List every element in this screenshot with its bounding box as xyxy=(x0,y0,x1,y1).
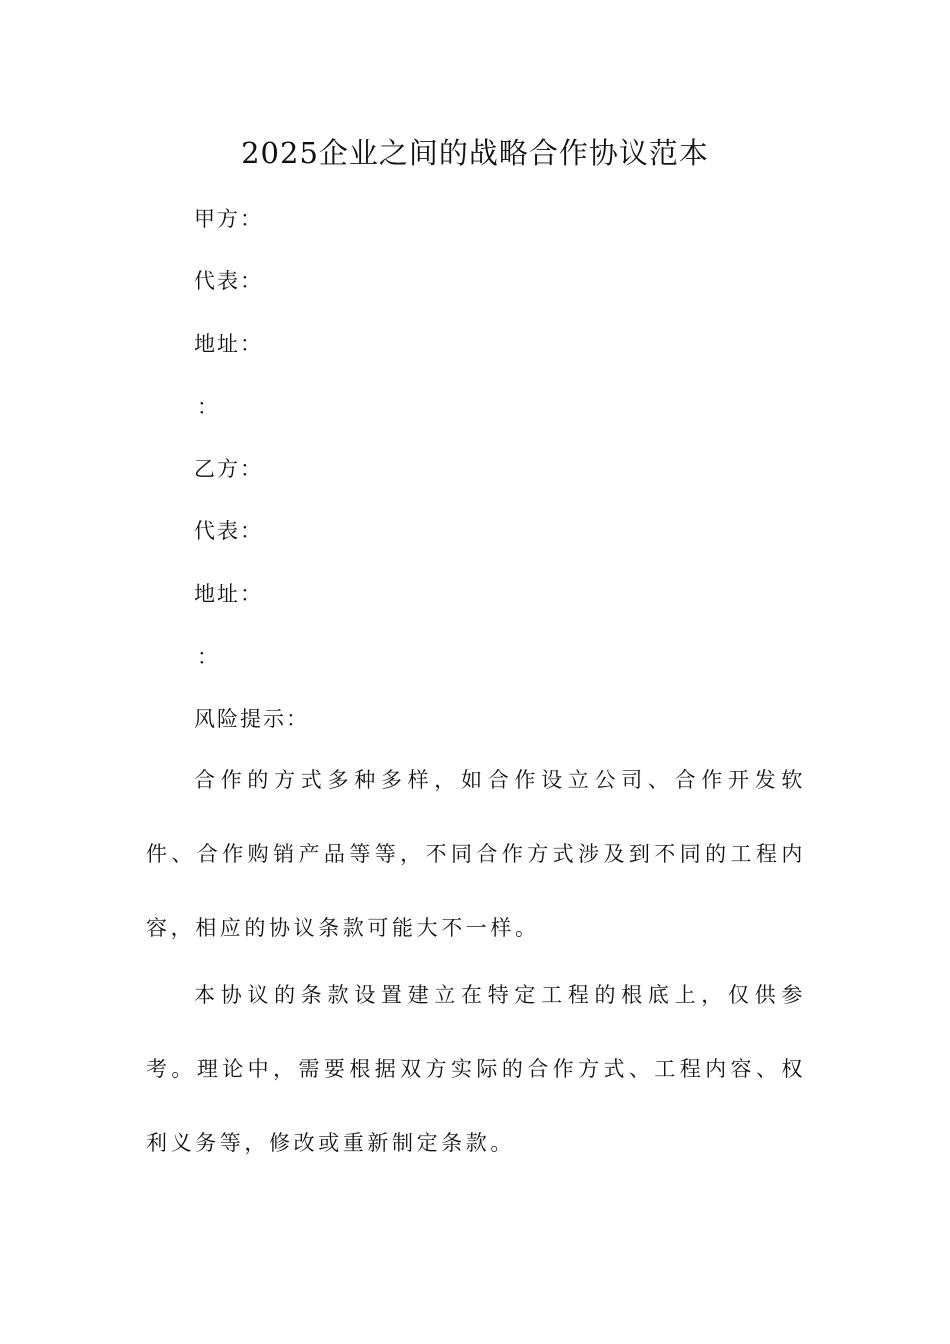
party-a-representative: 代表： xyxy=(194,269,263,293)
party-a-label: 甲方： xyxy=(194,207,263,231)
paragraph-cooperation-methods: 合作的方式多种多样，如合作设立公司、合作开发软件、合作购销产品等等，不同合作方式涉及到不同的工程内容，相应的协议条款可能大不一样。 xyxy=(146,768,806,940)
party-b-extra-field: ： xyxy=(197,645,220,669)
party-a-extra-field: ： xyxy=(197,395,220,419)
risk-heading: 风险提示： xyxy=(194,707,309,731)
party-b-address: 地址： xyxy=(194,582,263,606)
party-b-label: 乙方： xyxy=(194,457,263,481)
party-b-representative: 代表： xyxy=(194,519,263,543)
party-a-address: 地址： xyxy=(194,332,263,356)
paragraph-reference-notice: 本协议的条款设置建立在特定工程的根底上，仅供参考。理论中，需要根据双方实际的合作方式、工程内容、权利义务等，修改或重新制定条款。 xyxy=(146,983,806,1155)
document-title: 2025企业之间的战略合作协议范本 xyxy=(241,136,709,170)
